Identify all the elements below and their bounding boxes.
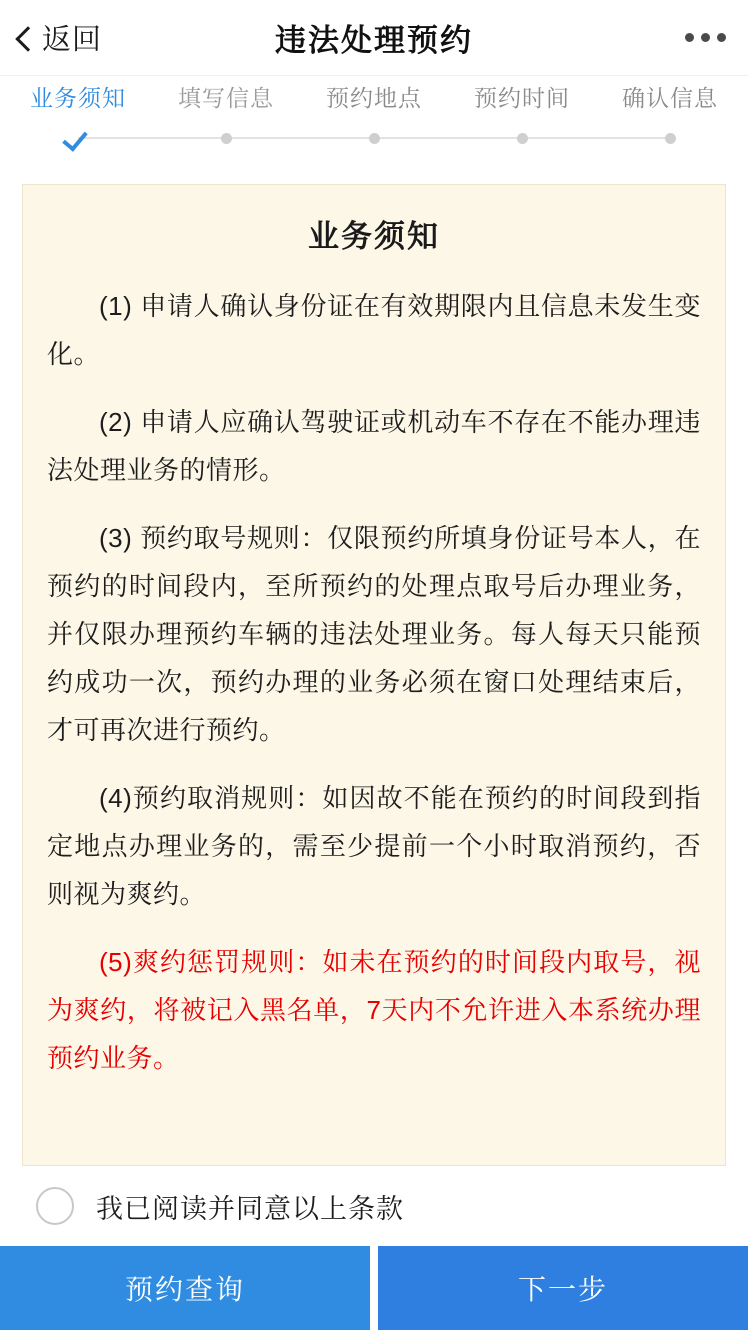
- step-dot-icon: [665, 133, 676, 144]
- step-label-4[interactable]: 预约时间: [474, 85, 570, 111]
- footer-actions: [0, 1246, 748, 1330]
- step-mark-1: [4, 127, 152, 149]
- more-horizontal-icon[interactable]: [685, 33, 748, 42]
- step-indicator: [0, 76, 748, 162]
- step-label-5[interactable]: 确认信息: [622, 85, 718, 111]
- step-label-1[interactable]: 业务须知: [30, 85, 126, 111]
- notice-warning: (5)爽约惩罚规则：如未在预约的时间段内取号，视为爽约，将被记入黑名单，7天内不允许进入本系统办理预约业务。: [47, 947, 701, 1073]
- dot: [701, 33, 710, 42]
- step-dot-icon: [369, 133, 380, 144]
- step-label-2[interactable]: 填写信息: [178, 85, 274, 111]
- agreement-radio[interactable]: [36, 1187, 74, 1225]
- back-button-label: 返回: [42, 24, 103, 56]
- next-step-button[interactable]: 下一步: [378, 1246, 748, 1330]
- step-dot-icon: [517, 133, 528, 144]
- step-mark-5: [596, 127, 744, 149]
- agreement-label: 我已阅读并同意以上条款: [96, 1193, 404, 1224]
- step-marks: [0, 127, 748, 149]
- chevron-left-icon: [14, 28, 34, 48]
- check-icon: [65, 125, 91, 151]
- notice-card: [22, 184, 726, 1166]
- step-label-3[interactable]: 预约地点: [326, 85, 422, 111]
- step-mark-2: [152, 127, 300, 149]
- back-button[interactable]: [0, 17, 102, 58]
- notice-paragraph-4: (4)预约取消规则：如因故不能在预约的时间段到指定地点办理业务的，需至少提前一个小时取消预约，否则视为爽约。: [47, 783, 701, 909]
- app-header: [0, 0, 748, 76]
- appointment-query-button[interactable]: 预约查询: [0, 1246, 370, 1330]
- notice-paragraph-3: (3) 预约取号规则：仅限预约所填身份证号本人，在预约的时间段内，至所预约的处理点取号后办理业务，并仅限办理预约车辆的违法处理业务。每人每天只能预约成功一次，预约办理的业务必须在窗口处理结束后，才可再次进行预约。: [47, 523, 701, 745]
- dot: [685, 33, 694, 42]
- page-title: 违法处理预约: [275, 23, 473, 58]
- notice-section: [0, 162, 748, 1166]
- step-mark-4: [448, 127, 596, 149]
- notice-paragraph-1: (1) 申请人确认身份证在有效期限内且信息未发生变化。: [47, 291, 701, 369]
- notice-paragraph-2: (2) 申请人应确认驾驶证或机动车不存在不能办理违法处理业务的情形。: [47, 407, 701, 485]
- dot: [717, 33, 726, 42]
- notice-title: 业务须知: [308, 219, 440, 254]
- agreement-row[interactable]: [0, 1166, 748, 1246]
- step-mark-3: [300, 127, 448, 149]
- step-dot-icon: [221, 133, 232, 144]
- step-labels: [0, 80, 748, 113]
